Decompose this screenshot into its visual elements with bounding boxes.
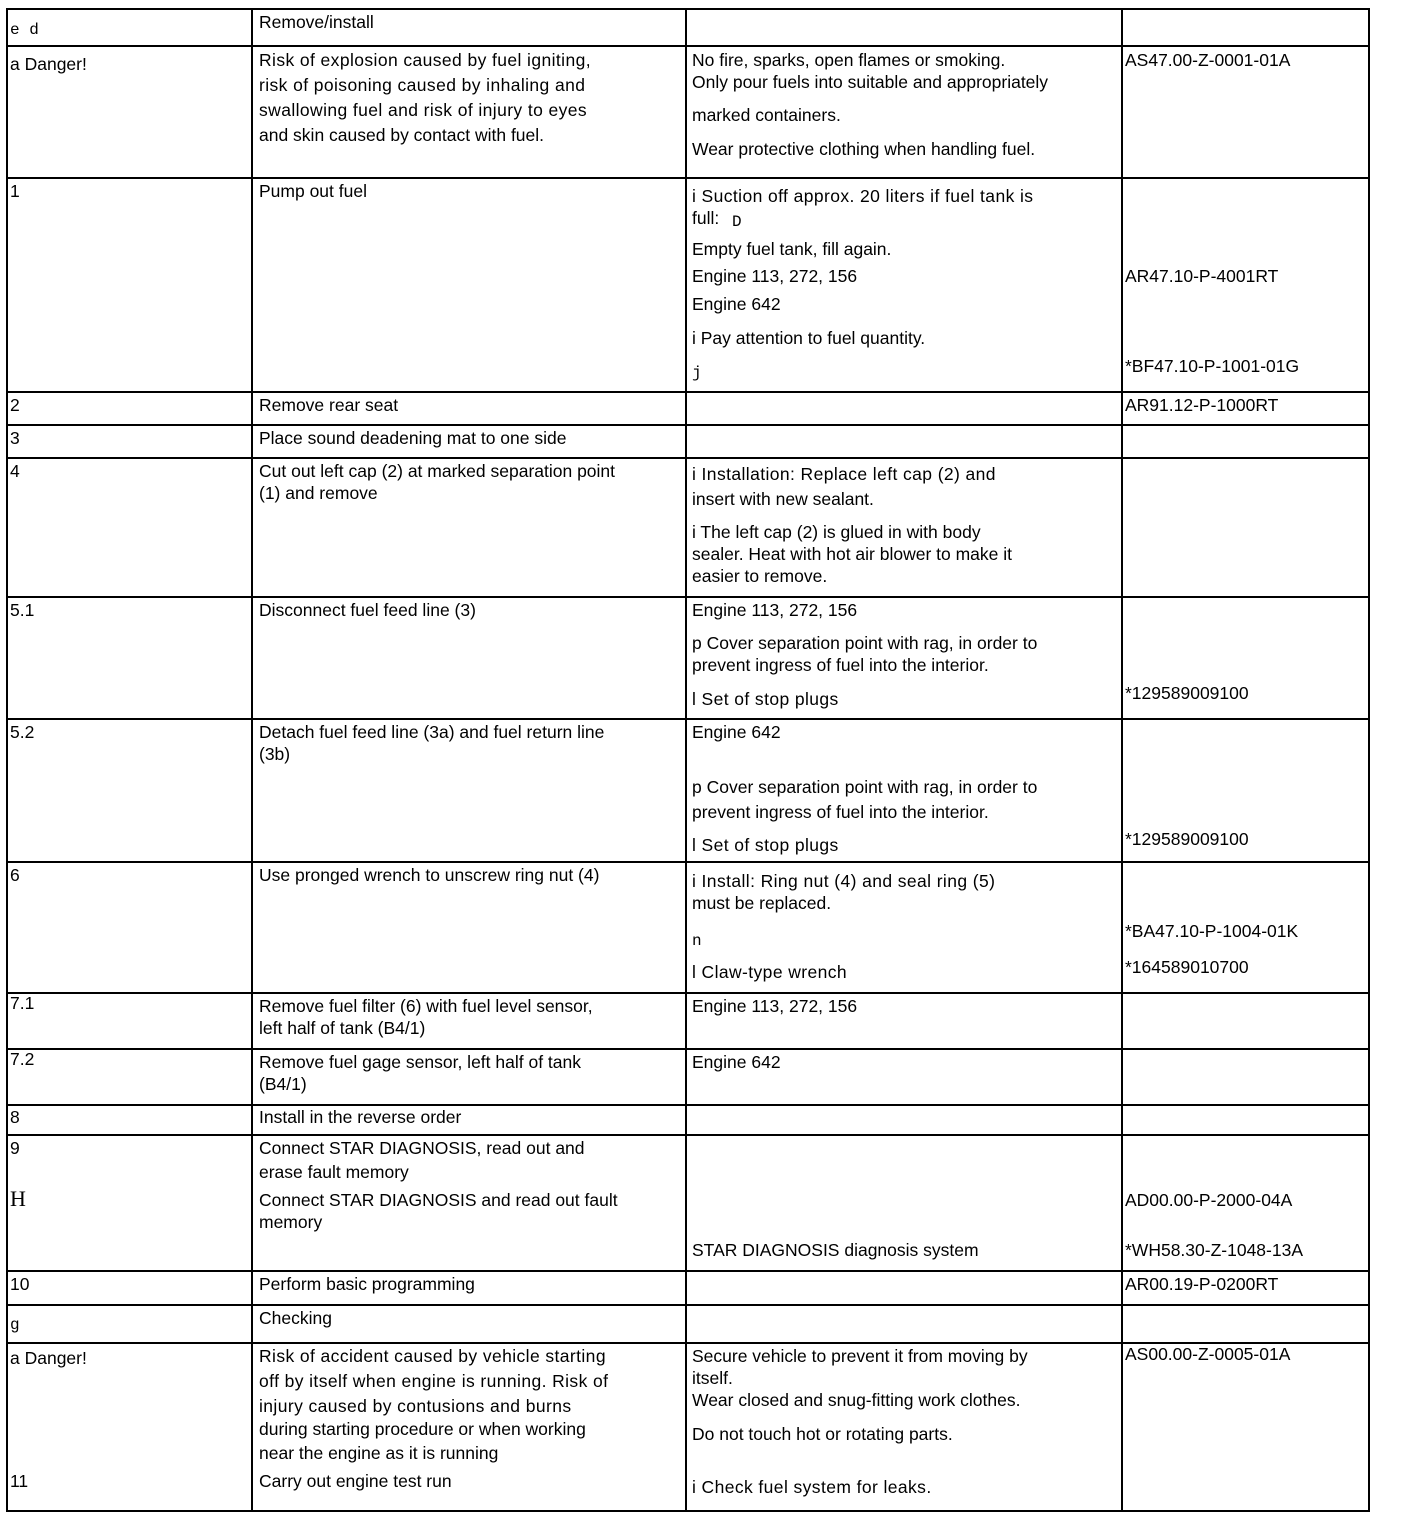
cell-step: 1 — [10, 181, 20, 201]
cell-reference: AS47.00-Z-0001-01A — [1125, 50, 1291, 70]
cell-note-line: full: — [692, 208, 720, 228]
cell-note-line: l Set of stop plugs — [692, 689, 839, 709]
symbol-g: g — [10, 1316, 20, 1334]
cell-note-line: p Cover separation point with rag, in order to — [692, 777, 1038, 797]
cell-operation: Remove rear seat — [259, 395, 399, 415]
cell-note-line: Engine 642 — [692, 294, 781, 314]
cell-note-line: i Suction off approx. 20 liters if fuel tank is — [692, 186, 1034, 206]
row-border — [6, 861, 1368, 863]
cell-step: 5.2 — [10, 722, 35, 742]
row-border — [6, 1048, 1368, 1050]
procedure-table — [6, 8, 1370, 1512]
cell-operation: Perform basic programming — [259, 1274, 475, 1294]
cell-operation-line: and skin caused by contact with fuel. — [259, 125, 545, 145]
cell-note-line: l Set of stop plugs — [692, 835, 839, 855]
cell-reference: *BF47.10-P-1001-01G — [1125, 356, 1300, 376]
cell-note-line: itself. — [692, 1368, 733, 1388]
cell-operation-line: near the engine as it is running — [259, 1443, 499, 1463]
cell-step-danger: a Danger! — [10, 54, 87, 74]
row-border — [6, 718, 1368, 720]
cell-operation-line: Carry out engine test run — [259, 1471, 452, 1491]
cell-step: 11 — [10, 1471, 29, 1491]
cell-note-line: Only pour fuels into suitable and appropriately — [692, 72, 1049, 92]
cell-operation: Use pronged wrench to unscrew ring nut (4) — [259, 865, 600, 885]
cell-reference: *164589010700 — [1125, 957, 1249, 977]
symbol-j: j — [692, 364, 702, 382]
symbol-n: n — [692, 932, 702, 950]
cell-step: 7.2 — [10, 1049, 35, 1069]
cell-operation-line: during starting procedure or when working — [259, 1419, 586, 1439]
cell-operation-line: Risk of explosion caused by fuel igniting, — [259, 50, 591, 70]
cell-operation-line: (1) and remove — [259, 483, 378, 503]
cell-operation: Install in the reverse order — [259, 1107, 462, 1127]
cell-note-line: must be replaced. — [692, 893, 832, 913]
cell-note-line: Engine 113, 272, 156 — [692, 266, 858, 286]
cell-note-line: easier to remove. — [692, 566, 828, 586]
column-border — [251, 8, 253, 1510]
cell-reference: AS00.00-Z-0005-01A — [1125, 1344, 1291, 1364]
cell-note-line: i Check fuel system for leaks. — [692, 1477, 932, 1497]
cell-step: 7.1 — [10, 993, 35, 1013]
cell-step: 4 — [10, 461, 20, 481]
cell-operation-line: Risk of accident caused by vehicle starting — [259, 1346, 606, 1366]
cell-operation-line: Detach fuel feed line (3a) and fuel return line — [259, 722, 605, 742]
cell-note-line: marked containers. — [692, 105, 841, 125]
cell-note-line: Wear closed and snug-fitting work clothes. — [692, 1390, 1021, 1410]
row-border — [6, 1104, 1368, 1106]
cell-operation: Pump out fuel — [259, 181, 367, 201]
cell-reference: *129589009100 — [1125, 829, 1249, 849]
cell-operation-line: Remove fuel gage sensor, left half of tank — [259, 1052, 581, 1072]
cell-note-line: l Claw-type wrench — [692, 962, 848, 982]
cell-note-line: i The left cap (2) is glued in with body — [692, 522, 981, 542]
cell-operation-line: off by itself when engine is running. Risk of — [259, 1371, 609, 1391]
cell-note-line: i Pay attention to fuel quantity. — [692, 328, 926, 348]
cell-reference: AR47.10-P-4001RT — [1125, 266, 1279, 286]
cell-operation-line: risk of poisoning caused by inhaling and — [259, 75, 586, 95]
row-border — [6, 1304, 1368, 1306]
cell-note-line: Do not touch hot or rotating parts. — [692, 1424, 953, 1444]
cell-step: 8 — [10, 1107, 20, 1127]
cell-note-line: Engine 642 — [692, 722, 781, 742]
column-border — [685, 8, 687, 1510]
cell-reference: *BA47.10-P-1004-01K — [1125, 921, 1299, 941]
cell-note-line: Empty fuel tank, fill again. — [692, 239, 892, 259]
cell-operation-line: left half of tank (B4/1) — [259, 1018, 426, 1038]
row-border — [6, 596, 1368, 598]
cell-note-line: i Install: Ring nut (4) and seal ring (5) — [692, 871, 996, 891]
cell-operation: Remove/install — [259, 12, 374, 32]
cell-operation-line: Connect STAR DIAGNOSIS, read out and — [259, 1138, 585, 1158]
cell-operation-line: Remove fuel filter (6) with fuel level sensor, — [259, 996, 593, 1016]
cell-reference: AR91.12-P-1000RT — [1125, 395, 1279, 415]
cell-note-line: Wear protective clothing when handling fuel. — [692, 139, 1036, 159]
cell-note-line: Secure vehicle to prevent it from moving by — [692, 1346, 1028, 1366]
cell-step: e d — [10, 21, 39, 39]
cell-step-danger: a Danger! — [10, 1348, 87, 1368]
column-border — [1121, 8, 1123, 1510]
row-border — [6, 45, 1368, 47]
row-border — [6, 1270, 1368, 1272]
cell-operation-line: memory — [259, 1212, 323, 1232]
row-border — [6, 177, 1368, 179]
cell-operation: Checking — [259, 1308, 332, 1328]
cell-note-line: p Cover separation point with rag, in order to — [692, 633, 1038, 653]
cell-note: Engine 642 — [692, 1052, 781, 1072]
cell-note-line: prevent ingress of fuel into the interior. — [692, 655, 989, 675]
cell-operation-line: swallowing fuel and risk of injury to eyes — [259, 100, 588, 120]
symbol-h: H — [10, 1186, 26, 1211]
cell-note-line: insert with new sealant. — [692, 489, 874, 509]
cell-step: 6 — [10, 865, 20, 885]
cell-note-line: sealer. Heat with hot air blower to make it — [692, 544, 1013, 564]
cell-note: STAR DIAGNOSIS diagnosis system — [692, 1240, 979, 1260]
cell-step: 10 — [10, 1274, 30, 1294]
cell-note-line: i Installation: Replace left cap (2) and — [692, 464, 996, 484]
cell-operation-line: (B4/1) — [259, 1074, 307, 1094]
cell-reference: AR00.19-P-0200RT — [1125, 1274, 1279, 1294]
row-border — [6, 1134, 1368, 1136]
cell-operation-line: injury caused by contusions and burns — [259, 1396, 572, 1416]
symbol-d: D — [732, 213, 742, 231]
cell-step: 9 — [10, 1138, 20, 1158]
row-border — [6, 8, 1368, 10]
cell-operation-line: Cut out left cap (2) at marked separation point — [259, 461, 616, 481]
cell-step: 2 — [10, 395, 20, 415]
cell-note-line: prevent ingress of fuel into the interior. — [692, 802, 989, 822]
cell-note-line: No fire, sparks, open flames or smoking. — [692, 50, 1006, 70]
cell-operation-line: erase fault memory — [259, 1162, 409, 1182]
row-border — [6, 457, 1368, 459]
row-border — [6, 424, 1368, 426]
cell-note: Engine 113, 272, 156 — [692, 996, 858, 1016]
cell-note-line: Engine 113, 272, 156 — [692, 600, 858, 620]
cell-step: 5.1 — [10, 600, 35, 620]
cell-operation-line: Connect STAR DIAGNOSIS and read out fault — [259, 1190, 618, 1210]
cell-operation: Disconnect fuel feed line (3) — [259, 600, 476, 620]
cell-reference: *WH58.30-Z-1048-13A — [1125, 1240, 1303, 1260]
cell-step: 3 — [10, 428, 20, 448]
cell-reference: AD00.00-P-2000-04A — [1125, 1190, 1293, 1210]
row-border — [6, 992, 1368, 994]
row-border — [6, 391, 1368, 393]
column-border — [6, 8, 8, 1510]
cell-operation-line: (3b) — [259, 744, 291, 764]
cell-reference: *129589009100 — [1125, 683, 1249, 703]
cell-operation: Place sound deadening mat to one side — [259, 428, 567, 448]
